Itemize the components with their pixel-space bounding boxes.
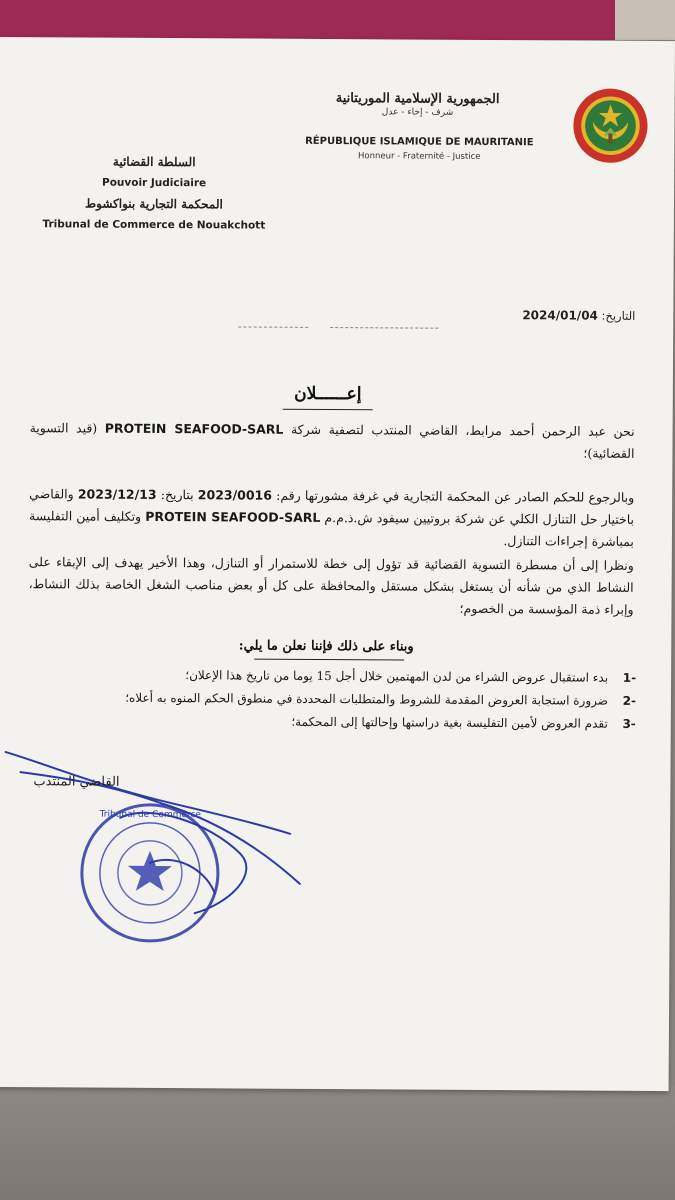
dotted-line-left xyxy=(238,326,308,327)
paragraph-judgment-reference xyxy=(29,483,634,553)
signature-and-stamp xyxy=(0,742,311,944)
announcement-list xyxy=(26,667,636,740)
company-name: PROTEIN SEAFOOD-SARL xyxy=(145,508,321,525)
title-underline xyxy=(283,409,373,411)
signatory-title: القاضي المنتدب xyxy=(33,774,120,790)
date-value: 2024/01/04 xyxy=(522,308,598,323)
paragraph-procedure-context: ونظرا إلى أن مسطرة التسوية القضائية قد تؤول إلى خطة للاستمرار أو التنازل، وهذا الأخير يهدف إلى الإبقاء على النشاط الذي من شأنه أن يستغل بشكل مستقل والمحافظة على كل أو بعض مناصب الشغل الخاصة بذلك النشاط، وإبراء ذمة المؤسسة من الخصوم؛ xyxy=(28,554,634,617)
item-text: بدء استقبال عروض الشراء من لدن المهتمين خلال أجل 15 يوما من تاريخ هذا الإعلان؛ xyxy=(185,668,609,685)
p2-text-a: وبالرجوع للحكم الصادر عن المحكمة التجارية في غرفة مشورتها رقم: xyxy=(276,487,635,505)
judgment-number: 2023/0016 xyxy=(197,487,273,503)
item-number: -3 xyxy=(622,716,636,731)
p1-text-a: نحن عبد الرحمن أحمد مرابط، القاضي المنتدب لتصفية شركة xyxy=(290,421,635,439)
p1-text-b: (قيد التسوية القضائية)؛ xyxy=(29,420,635,461)
item-text: تقدم العروض لأمين التفليسة بغية دراستها وإحالتها إلى المحكمة؛ xyxy=(291,714,608,731)
item-number: -1 xyxy=(622,670,637,685)
date-label: التاريخ: xyxy=(601,308,636,323)
subheading-underline xyxy=(254,659,404,661)
svg-text:Tribunal de Commerce: Tribunal de Commerce xyxy=(99,809,201,821)
background-top-band xyxy=(0,0,675,40)
country-name-fr: RÉPUBLIQUE ISLAMIQUE DE MAURITANIE xyxy=(305,135,534,149)
national-emblem xyxy=(571,86,649,164)
paragraph-judge-intro xyxy=(29,417,634,465)
motto-fr: Honneur - Fraternité - Justice xyxy=(357,151,481,162)
background-floor xyxy=(0,1085,675,1200)
country-name-ar: الجمهورية الإسلامية الموريتانية xyxy=(335,91,500,108)
announcement-subheading: وبناء على ذلك فإننا نعلن ما يلي: xyxy=(238,638,414,655)
p2-text-c: والقاضي باختيار حل التنازل الكلي عن شركة بروتيين سيفود ش.ذ.م.م xyxy=(29,486,635,527)
commercial-court-ar: المحكمة التجارية بنواكشوط xyxy=(85,196,223,212)
judicial-power-fr: Pouvoir Judiciaire xyxy=(101,176,207,190)
document-title: إعــــــلان xyxy=(294,383,362,405)
item-text: ضرورة استجابة العروض المقدمة للشروط والمتطلبات المحددة في منطوق الحكم المنوه به أعلاه؛ xyxy=(125,690,608,708)
official-stamp xyxy=(81,805,218,942)
p2-text-b: بتاريخ: xyxy=(160,486,194,503)
court-header xyxy=(29,151,280,237)
commercial-court-fr: Tribunal de Commerce de Nouakchott xyxy=(42,218,266,232)
republic-header-ar xyxy=(320,91,516,118)
dotted-line-right xyxy=(330,327,438,329)
date-line xyxy=(522,308,635,323)
item-number: -2 xyxy=(622,693,636,708)
list-item xyxy=(26,713,636,740)
motto-ar: شرف - إخاء - عدل xyxy=(381,107,454,118)
p2-text-d: وتكليف أمين التفليسة بمباشرة إجراءات التنازل. xyxy=(29,508,634,549)
document-page xyxy=(0,37,675,1091)
judicial-power-ar: السلطة القضائية xyxy=(112,154,196,170)
judgment-date: 2023/12/13 xyxy=(77,486,157,502)
company-name: PROTEIN SEAFOOD-SARL xyxy=(104,420,284,437)
